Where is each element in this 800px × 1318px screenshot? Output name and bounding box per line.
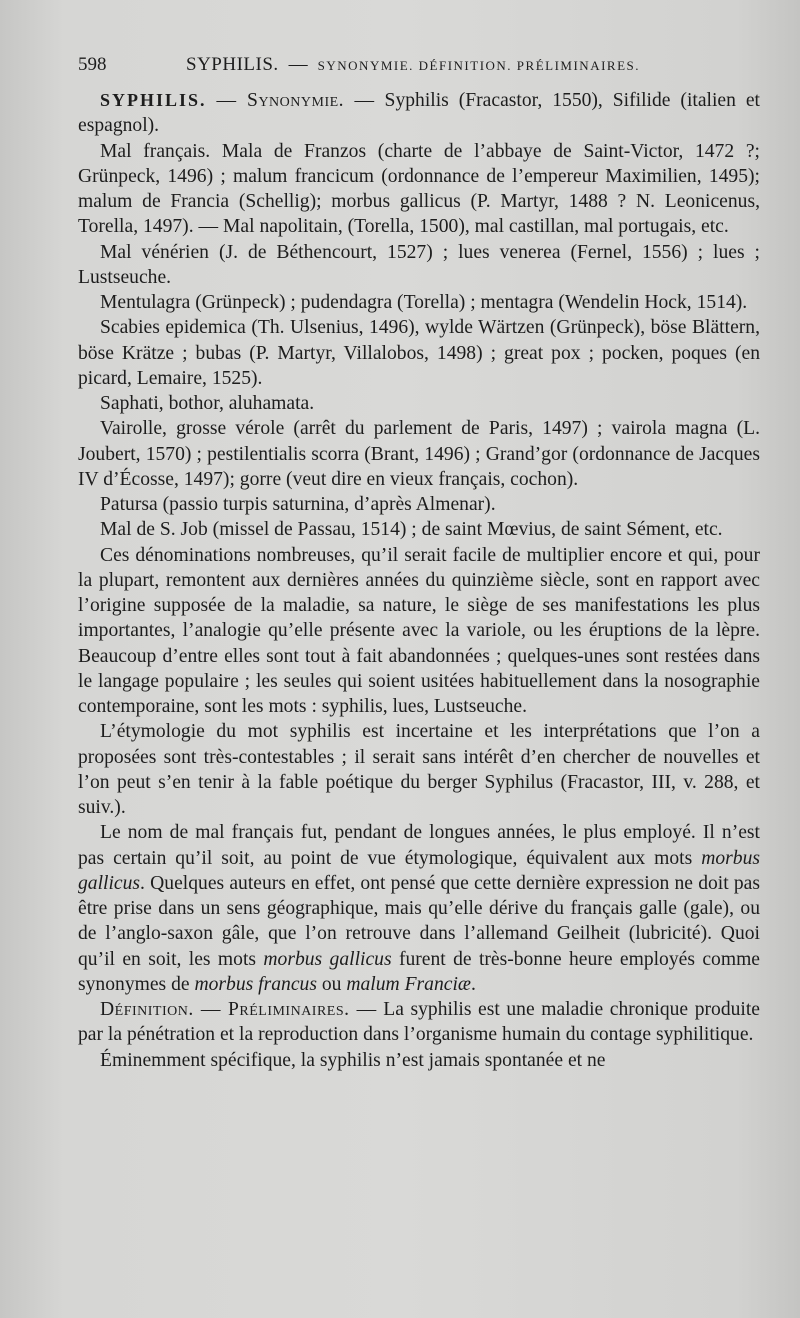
paragraph-definition [78,997,760,1048]
paragraph-mal-francais: Mal français. Mala de Franzos (charte de l’abbaye de Saint-Victor, 1472 ?; Grünpeck, 1496) ; malum francicum (ordonnance de l’empereur Maximilien, 1495); malum de Francia (Schellig); morbus gallicus (P. Martyr, 1488 ? N. Leonicenus, Torella, 1497). — Mal napolitain, (Torella, 1500), mal castillan, mal portugais, etc. [78,140,760,238]
paragraph-scabies: Scabies epidemica (Th. Ulsenius, 1496), wylde Wärtzen (Grünpeck), böse Blättern, böse Krätze ; bubas (P. Martyr, Villalobos, 1498) ; great pox ; pocken, poques (en picard, Lemaire, 1525). [78,317,760,389]
section-label-definition: Définition. — Préliminaires. — [100,999,377,1020]
paragraph-saphati: Saphati, bothor, aluhamata. [100,393,315,414]
paragraph-mal-francais-nom: Le nom de mal français fut, pendant de longues années, le plus employé. Il n’est pas certain qu’il soit, au point de vue étymologique, équivalent aux mots morbus gallicus. Quelques auteurs en effet, ont pensé que cette dernière expression ne doit pas être prise dans un sens géographique, mais qu’elle dérive du français galle (gale), ou de l’anglo-saxon gâle, que l’on retrouve dans l’allemand Geilheit (lubricité). Quoi qu’il en soit, les mots morbus gallicus furent de très-bonne heure employés comme synonymes de morbus francus ou malum Franciæ. [78,822,761,995]
paragraph-vairolle: Vairolle, grosse vérole (arrêt du parlement de Paris, 1497) ; vairola magna (L. Joubert, 1570) ; pestilentialis scorra (Brant, 1496) ; Grand’gor (ordonnance de Jacques IV d’Écosse, 1497); gorre (veut dire en vieux français, cochon). [78,418,760,490]
italic-term: morbus gallicus [263,948,392,970]
paragraph-synonymie [78,88,760,139]
header-dash: — [288,54,308,75]
page-body [78,88,760,1073]
italic-term: malum Franciæ [346,973,471,995]
running-subtitle: SYNONYMIE. DÉFINITION. PRÉLIMINAIRES. [317,58,641,73]
paragraph-etymologie: L’étymologie du mot syphilis est incertaine et les interprétations que l’on a proposées sont très-contestables ; il serait sans intérêt d’en chercher de nouvelles et l’on peut s’en tenir à la fable poétique du berger Syphilus (Fracastor, III, v. 288, et suiv.). [78,721,760,818]
italic-term: morbus francus [194,973,317,995]
paragraph-mal-venerien: Mal vénérien (J. de Béthencourt, 1527) ; lues venerea (Fernel, 1556) ; lues ; Lustseuche. [78,241,760,288]
paragraph-text: La syphilis est une maladie chronique produite par la pénétration et la reproduction dans l’organisme humain du contage syphilitique. [78,999,760,1046]
paragraph-mentulagra: Mentulagra (Grünpeck) ; pudendagra (Torella) ; mentagra (Wendelin Hock, 1514). [100,292,748,313]
running-title: SYPHILIS. [186,54,279,75]
section-label-synonymie: — Synonymie. — [216,90,375,111]
paragraph-denominations: Ces dénominations nombreuses, qu’il serait facile de multiplier encore et qui, pour la plupart, remontent aux dernières années du quinzième siècle, sont en rapport avec l’origine supposée de la maladie, sa nature, le siège de ses manifestations les plus importantes, l’analogie qu’elle présente avec la variole, ou les éruptions de la lèpre. Beaucoup d’entre elles sont tout à fait abandonnées ; quelques-unes sont restées dans le langage populaire ; les seules qui soient usitées habituellement dans la nosographie contemporaine, sont les mots : syphilis, lues, Lustseuche. [78,544,760,717]
italic-term: morbus gallicus [78,847,760,894]
paragraph-eminemment: Éminemment spécifique, la syphilis n’est jamais spontanée et ne [100,1049,606,1071]
paragraph-patursa: Patursa (passio turpis saturnina, d’après Almenar). [100,494,496,515]
entry-head-word: SYPHILIS. [100,90,207,110]
page-number: 598 [78,54,107,75]
running-header [78,54,760,76]
paragraph-text: Syphilis (Fracastor, 1550), Sifilide (italien et espagnol). [78,90,760,137]
paragraph-mal-de-job: Mal de S. Job (missel de Passau, 1514) ; de saint Mœvius, de saint Sément, etc. [100,519,723,541]
